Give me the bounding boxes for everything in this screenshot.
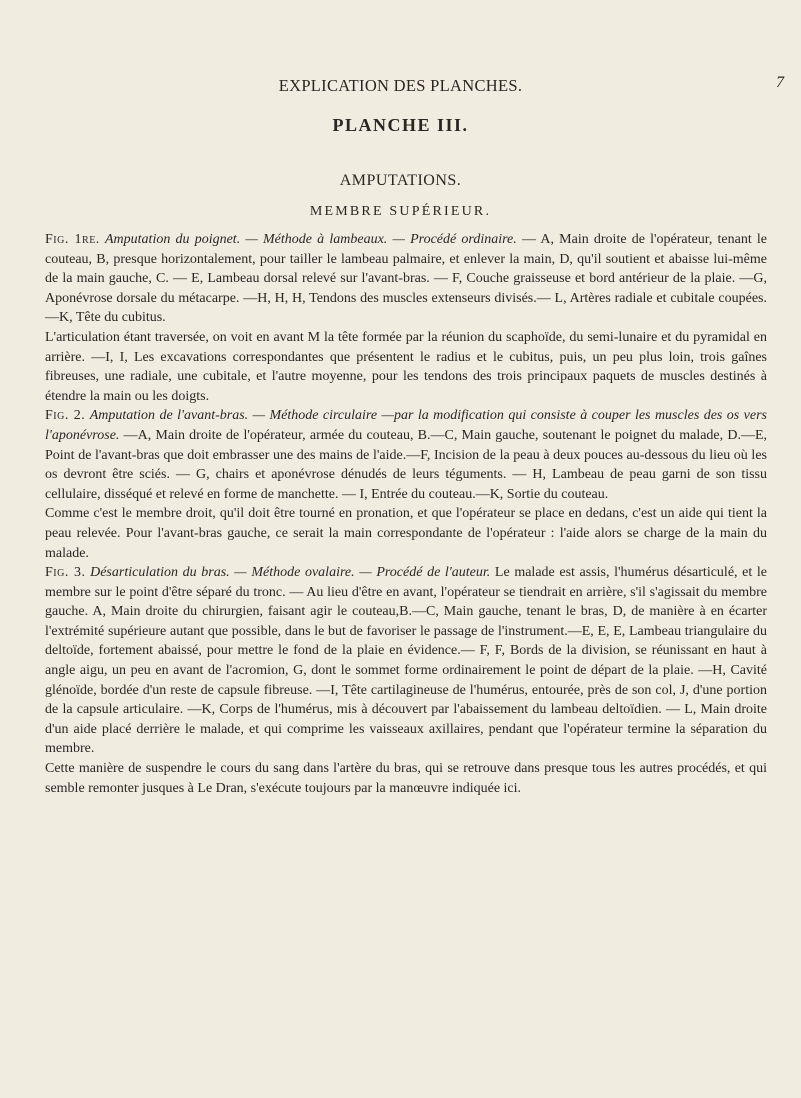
figure-caption-title: Amputation de l'avant-bras. — Méthode circulaire —par la modification qui consiste à couper les muscles des os vers l'aponévrose. xyxy=(45,408,767,443)
paragraph-articulation xyxy=(45,328,767,406)
paragraph-text: Le malade est assis, l'humérus désarticulé, et le membre sur le point d'être séparé du tronc. — Au lieu d'être en avant, l'opérateur se tiendrait en arrière, s'il s'agissait du membre gauche. A, Main droite du chirurgien, faisant agir le couteau,B.—C, Main gauche, tenant le bras, D, de manière à en écarter l'extrémité supérieure autant que possible, dans le but de favoriser le passage de l'instrument.—E, E, E, Lambeau triangulaire du deltoïde, fortement abaissé, pour mettre le fond de la plaie en évidence.— F, F, Bords de la division, se réunissant en haut à angle aigu, un peu en avant de l'acromion, G, dont le sommet forme ordinairement le point de départ de la plaie. —H, Cavité glénoïde, bordée d'un reste de capsule fibreuse. —I, Tête cartilagineuse de l'humérus, entourée, près de son col, J, d'une portion de la capsule articulaire. —K, Corps de l'humérus, mis à découvert par l'abaissement du lambeau deltoïdien. — L, Main droite d'un aide placé derrière le malade, et qui comprime les vaisseaux axillaires, pendant que l'opérateur termine la séparation du membre. xyxy=(45,565,767,757)
figure-caption-title: Désarticulation du bras. — Méthode ovalaire. — Procédé de l'auteur. xyxy=(90,565,491,581)
page-number: 7 xyxy=(776,74,784,91)
figure-label: Fig. 3. xyxy=(45,565,86,581)
paragraph-membre-droit xyxy=(45,504,767,563)
paragraph-fig-2 xyxy=(45,406,767,504)
figure-label: Fig. 2. xyxy=(45,408,86,424)
figure-caption-title: Amputation du poignet. — Méthode à lambeaux. — Procédé ordinaire. xyxy=(105,232,517,247)
paragraph-conclusion xyxy=(45,759,767,798)
body-text xyxy=(45,230,767,798)
paragraph-text: — A, Main droite de l'opérateur, tenant le couteau, B, presque horizontalement, pour tailler le lambeau palmaire, et enlever la main, D, qu'il soutient et abaisse lui-même de la main gauche, C. — E, Lambeau dorsal relevé sur l'avant-bras. — F, Couche graisseuse et bord antérieur de la plaie. —G, Aponévrose dorsale du métacarpe. —H, H, H, Tendons des muscles extenseurs divisés.— L, Artères radiale et cubitale coupées. —K, Tête du cubitus. xyxy=(45,232,768,326)
subsection-title: MEMBRE SUPÉRIEUR. xyxy=(309,204,492,219)
plate-title: PLANCHE III. xyxy=(332,115,469,135)
section-title: AMPUTATIONS. xyxy=(339,172,462,189)
paragraph-text: —A, Main droite de l'opérateur, armée du couteau, B.—C, Main gauche, soutenant le poignet du malade, D.—E, Point de l'avant-bras que doit embrasser une des mains de l'aide.—F, Incision de la peau à deux pouces au-dessous du lieu où les os devront être sciés. — G, chairs et aponévrose dénudés de leurs téguments. — H, Lambeau de peau garni de son tissu cellulaire, disséqué et relevé en forme de manchette. — I, Entrée du couteau.—K, Sortie du couteau. xyxy=(45,427,767,502)
figure-label: Fig. 1re. xyxy=(45,232,100,247)
paragraph-fig-1 xyxy=(45,230,767,328)
paragraph-text: Cette manière de suspendre le cours du sang dans l'artère du bras, qui se retrouve dans presque tous les autres procédés, et qui semble remonter jusques à Le Dran, s'exécute toujours par la manœuvre indiquée ici. xyxy=(45,761,767,796)
paragraph-text: Comme c'est le membre droit, qu'il doit être tourné en pronation, et que l'opérateur se place en dedans, c'est un aide qui tient la peau relevée. Pour l'avant-bras gauche, ce serait la main correspondante de l'opérateur : l'aide alors se charge de la main du malade. xyxy=(45,506,767,561)
paragraph-text: L'articulation étant traversée, on voit en avant M la tête formée par la réunion du scaphoïde, du semi-lunaire et du pyramidal en arrière. —I, I, Les excavations correspondantes que présentent le radius et le cubitus, puis, un peu plus loin, trois gaînes fibreuses, une radiale, une cubitale, et l'autre moyenne, pour les tendons des trois principaux paquets de muscles destinés à étendre la main ou les doigts. xyxy=(45,329,767,404)
running-head: EXPLICATION DES PLANCHES. xyxy=(278,76,523,95)
paragraph-fig-3 xyxy=(45,563,767,759)
